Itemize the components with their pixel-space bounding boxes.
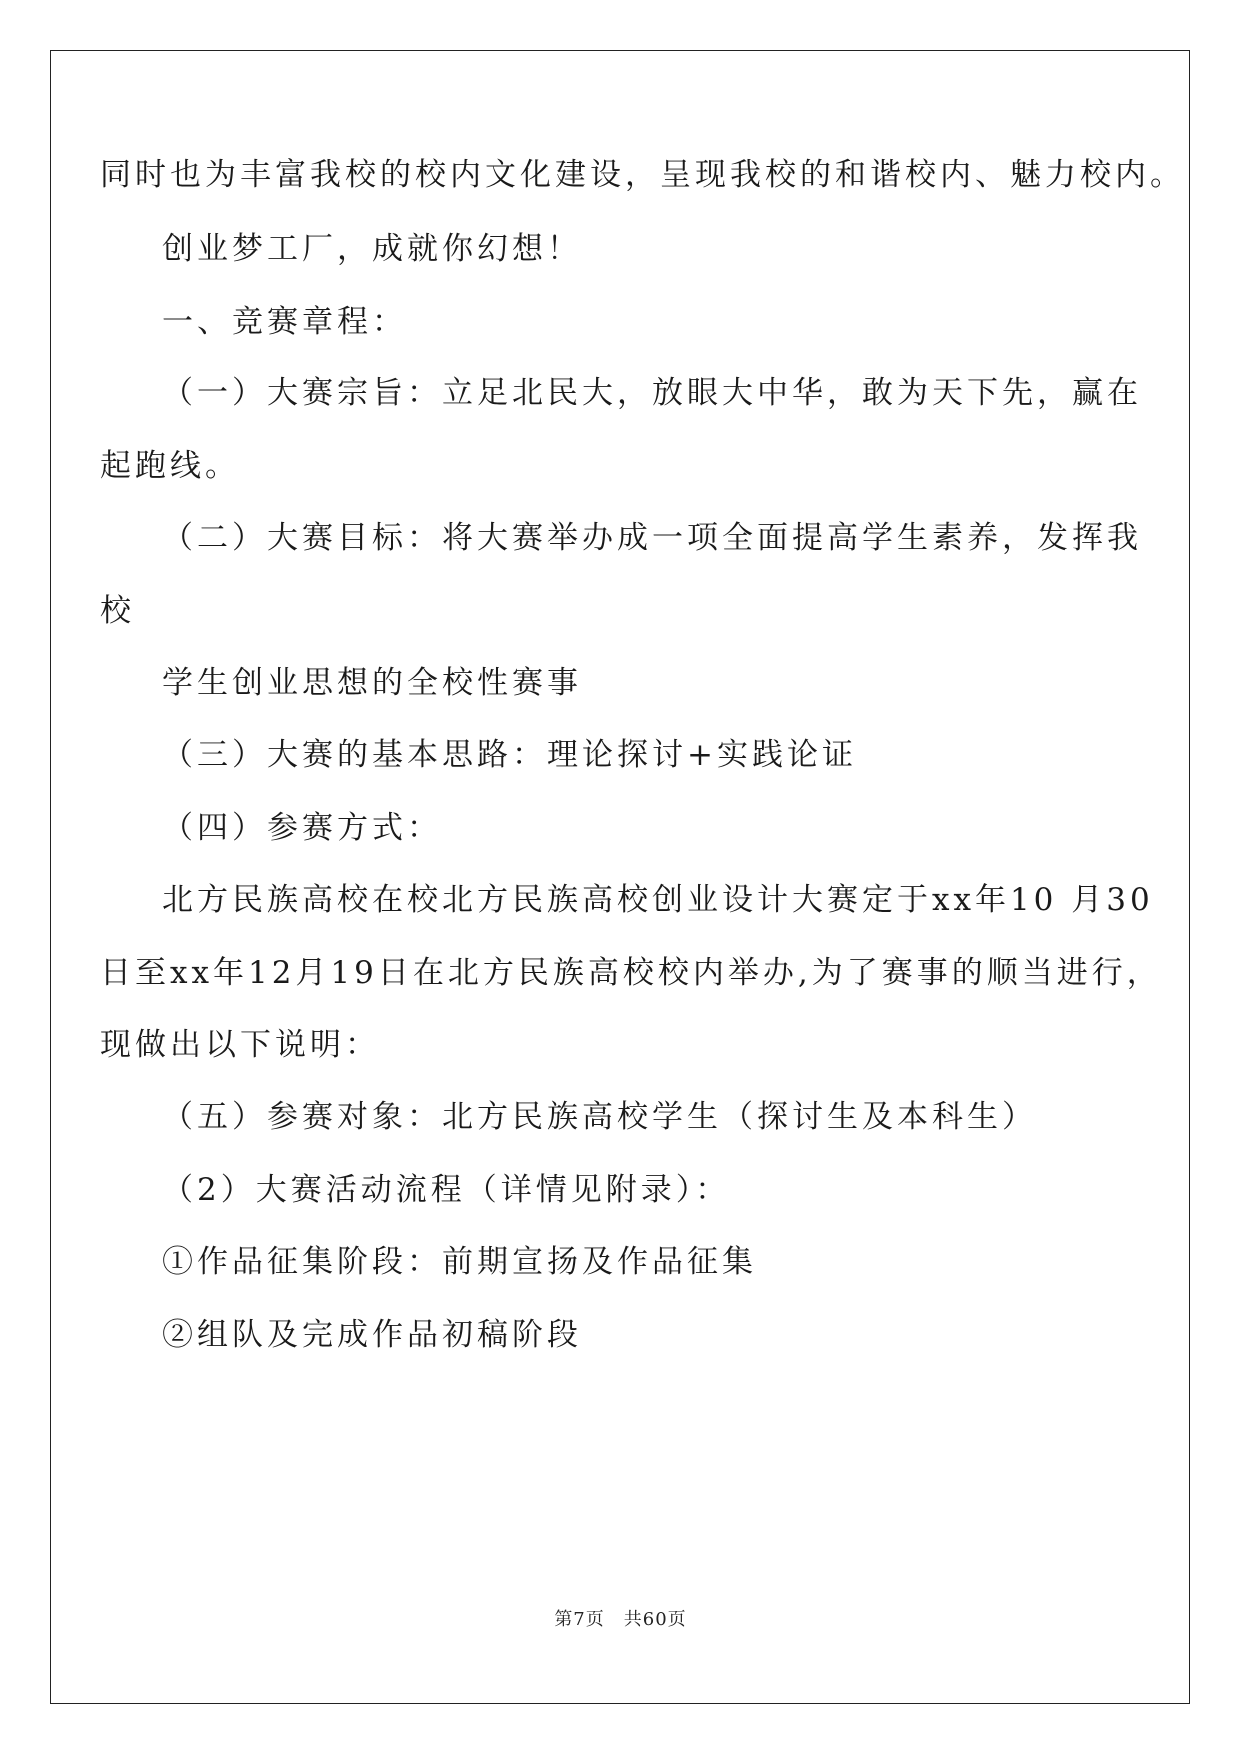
paragraph-line: （二）大赛目标：将大赛举办成一项全面提高学生素养，发挥我: [162, 520, 1142, 556]
paragraph-line: 同时也为丰富我校的校内文化建设，呈现我校的和谐校内、魅力校内。: [100, 157, 1185, 193]
section-heading: 一、竞赛章程：: [162, 304, 407, 340]
paragraph-line: （2）大赛活动流程（详情见附录）：: [162, 1172, 731, 1208]
paragraph-line: 起跑线。: [100, 448, 240, 484]
paragraph-line: 日至xx年12月19日在北方民族高校校内举办,为了赛事的顺当进行，: [100, 955, 1162, 991]
paragraph-line: （五）参赛对象：北方民族高校学生（探讨生及本科生）: [162, 1099, 1037, 1135]
paragraph-line: 创业梦工厂，成就你幻想！: [162, 231, 582, 267]
paragraph-line: 北方民族高校在校北方民族高校创业设计大赛定于xx年10 月30: [162, 882, 1154, 918]
paragraph-line: 校: [100, 593, 135, 629]
page-border: [50, 50, 1190, 1704]
paragraph-line: （一）大赛宗旨：立足北民大，放眼大中华，敢为天下先，赢在: [162, 375, 1142, 411]
paragraph-line: 现做出以下说明：: [100, 1027, 380, 1063]
paragraph-line: 学生创业思想的全校性赛事: [162, 665, 582, 701]
paragraph-line: （四）参赛方式：: [162, 810, 442, 846]
paragraph-line: （三）大赛的基本思路：理论探讨+实践论证: [162, 737, 857, 773]
paragraph-line: ①作品征集阶段：前期宣扬及作品征集: [162, 1244, 757, 1280]
paragraph-line: ②组队及完成作品初稿阶段: [162, 1317, 582, 1353]
page-number-footer: 第7页 共60页: [554, 1609, 687, 1630]
